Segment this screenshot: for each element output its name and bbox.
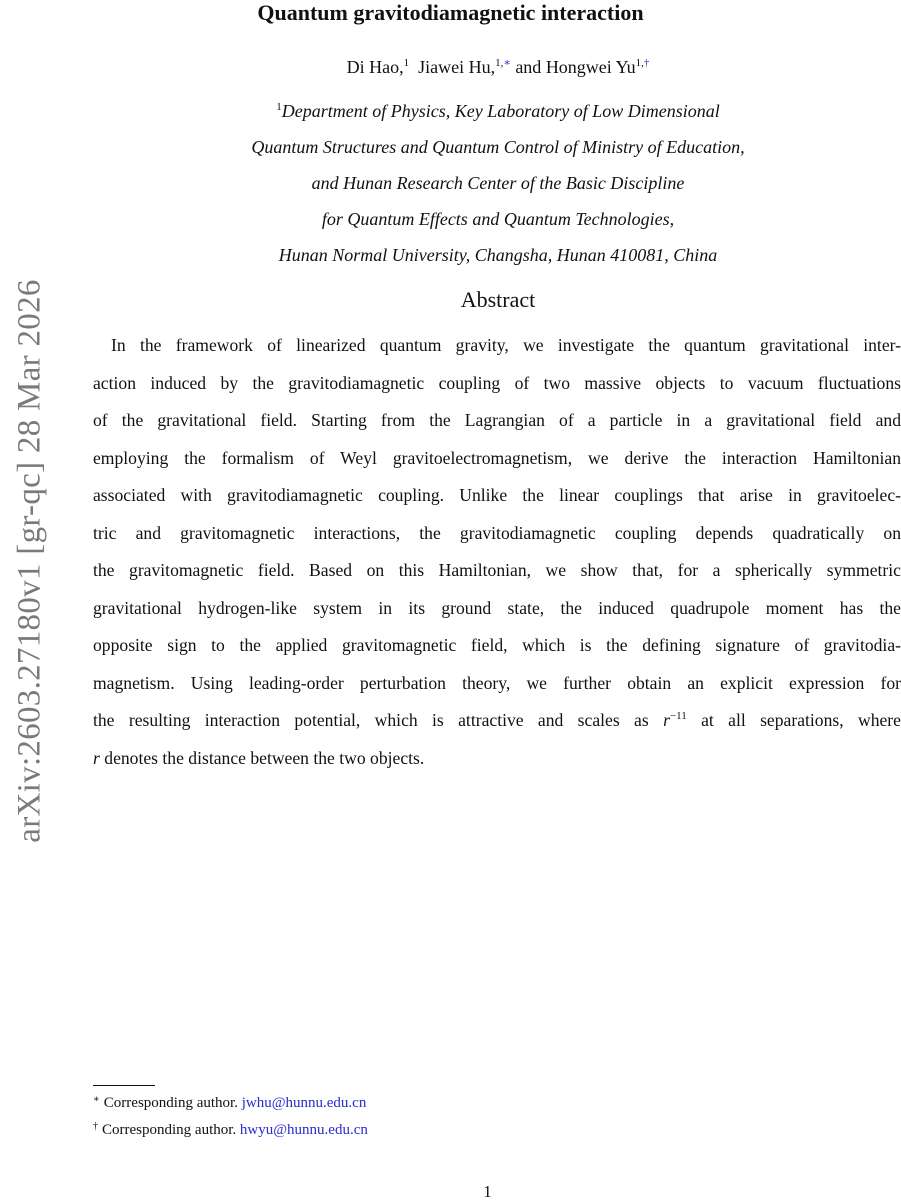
affiliation-marker: 1 (403, 57, 410, 69)
footnote: † Corresponding author. hwyu@hunnu.edu.cn (93, 1121, 368, 1138)
abstract-line: action induced by the gravitodiamagnetic coupling of two massive objects to vacuum fluctuations (93, 372, 901, 393)
author-name: Di Hao, (346, 57, 404, 77)
author-name: Hongwei Yu (545, 57, 636, 77)
abstract-line: the gravitomagnetic field. Based on this Hamiltonian, we show that, for a spherically symmetric (93, 560, 901, 580)
abstract-line: opposite sign to the applied gravitomagnetic field, which is the defining signature of gravitodia- (93, 635, 901, 655)
abstract-line: the resulting interaction potential, which is attractive and scales as $r^{-11}$ at all separations, where (93, 710, 901, 730)
affiliation-line: Hunan Normal University, Changsha, Hunan 410081, China (278, 245, 718, 265)
email-link[interactable]: hwyu@hunnu.edu.cn (239, 1122, 368, 1138)
page-number: 1 (483, 1182, 492, 1201)
affiliation-line: $^1$Department of Physics, Key Laboratory of Low Dimensional (276, 101, 720, 121)
affiliation-line: and Hunan Research Center of the Basic Discipline (311, 173, 685, 193)
author-list (0, 57, 901, 78)
abstract-line: r denotes the distance between the two objects. (93, 747, 425, 768)
math-variable-r: r (663, 710, 670, 730)
affiliation-marker: 1, (495, 57, 504, 69)
footnote: ∗ Corresponding author. jwhu@hunnu.edu.cn (93, 1094, 367, 1111)
paper-title: Quantum gravitodiamagnetic interaction (257, 0, 644, 25)
math-variable-r: r (93, 747, 100, 768)
abstract-line: of the gravitational field. Starting from the Lagrangian of a particle in a gravitational field and (93, 410, 901, 430)
footnote-marker: ∗ (93, 1094, 100, 1105)
author-name: Jiawei Hu, (418, 57, 496, 77)
footnote-link-star[interactable]: ∗ (503, 57, 511, 69)
abstract-heading: Abstract (460, 287, 536, 312)
abstract-line: employing the formalism of Weyl gravitoelectromagnetism, we derive the interaction Hamiltonian (93, 447, 901, 468)
author-conjunction: and (515, 57, 542, 77)
email-link[interactable]: jwhu@hunnu.edu.cn (241, 1095, 367, 1111)
footnote-link-dagger[interactable]: † (643, 57, 650, 69)
abstract-body (93, 327, 901, 777)
abstract-line: In the framework of linearized quantum gravity, we investigate the quantum gravitational inter- (111, 335, 901, 355)
footnote-marker: † (93, 1121, 98, 1132)
affiliation-marker: 1, (635, 57, 644, 69)
abstract-line: associated with gravitodiamagnetic coupling. Unlike the linear couplings that arise in gravitoelec- (93, 485, 901, 505)
affiliation-marker: 1 (276, 101, 282, 113)
abstract-line: tric and gravitomagnetic interactions, the gravitodiamagnetic coupling depends quadratically on (93, 522, 901, 543)
math-exponent: −11 (669, 710, 687, 722)
affiliation-line: for Quantum Effects and Quantum Technologies, (321, 209, 675, 229)
footnote-separator (93, 1085, 155, 1086)
arxiv-identifier-stamp: arXiv:2603.27180v1 [gr-qc] 28 Mar 2026 (11, 279, 48, 843)
abstract-line: magnetism. Using leading-order perturbation theory, we further obtain an explicit expression for (93, 672, 901, 693)
affiliation-line: Quantum Structures and Quantum Control of Ministry of Education, (251, 137, 745, 157)
abstract-line: gravitational hydrogen-like system in its ground state, the induced quadrupole moment has the (93, 597, 901, 618)
